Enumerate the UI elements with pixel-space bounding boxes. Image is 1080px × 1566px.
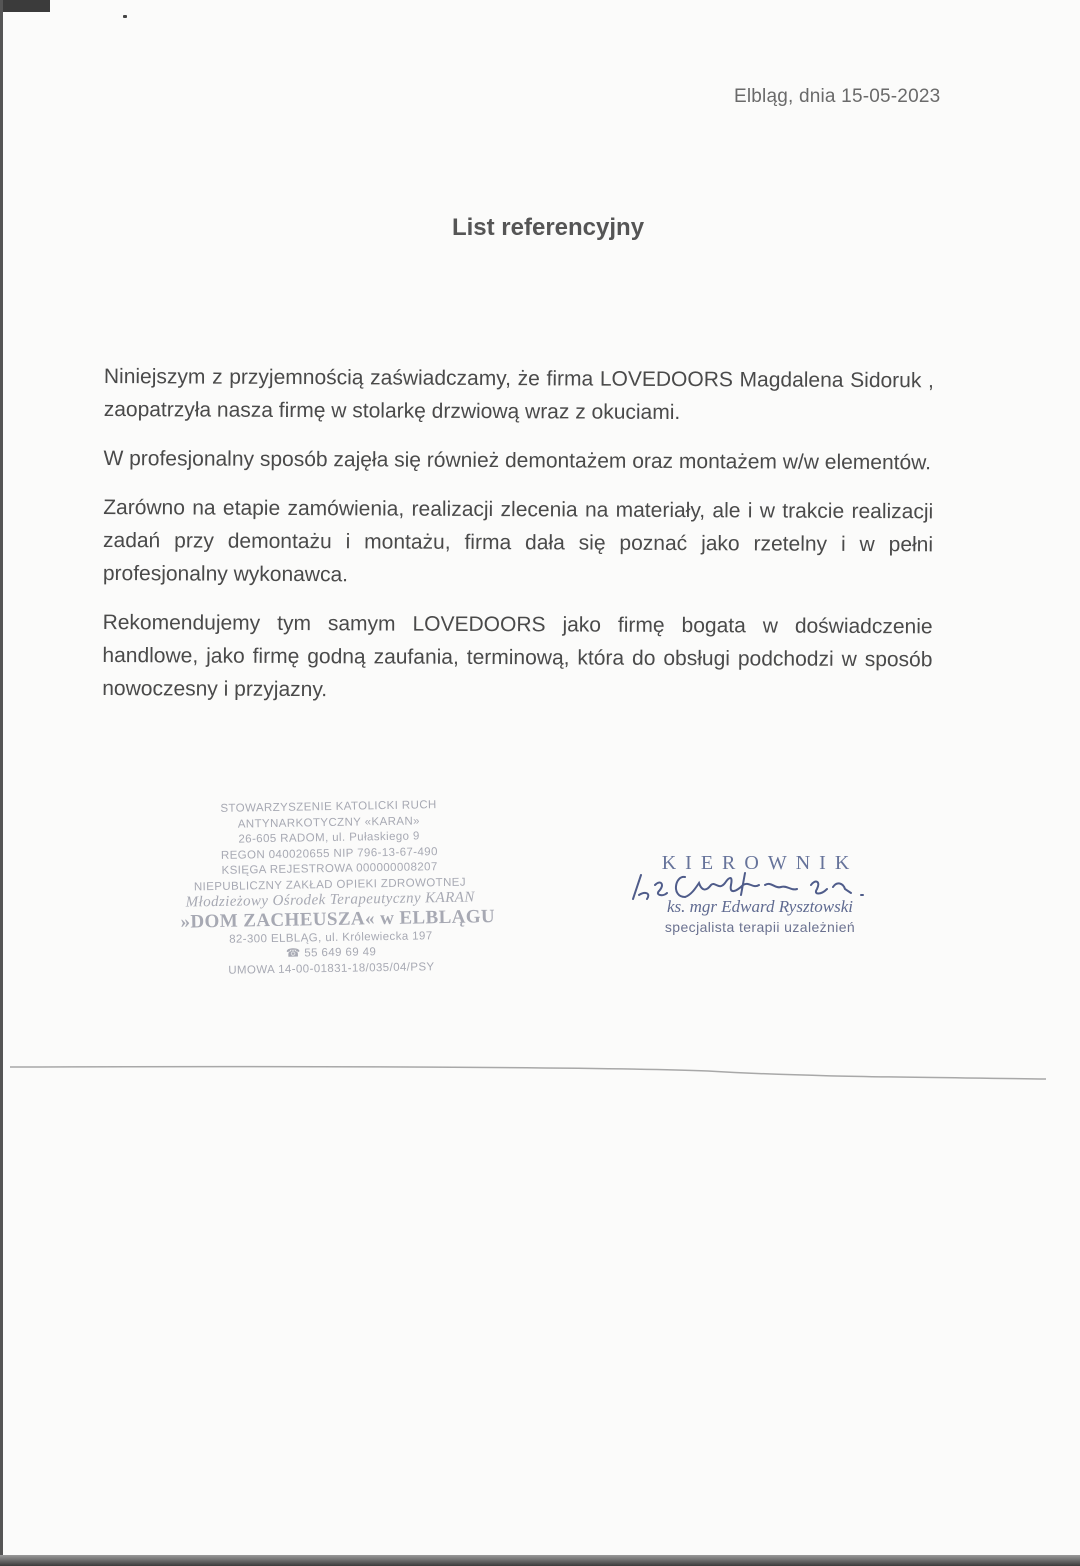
letter-body bbox=[102, 360, 934, 725]
stamp-line: STOWARZYSZENIE KATOLICKI RUCH bbox=[220, 799, 437, 815]
stamp-line: »DOM ZACHEUSZA« w ELBLĄGU bbox=[180, 905, 496, 933]
paragraph-2: W profesjonalny sposób zajęła się również demontażem oraz montażem w/w elementów. bbox=[103, 446, 932, 475]
stamp-line: REGON 040020655 NIP 796-13-67-490 bbox=[220, 845, 438, 862]
stamp-line: KSIĘGA REJESTROWA 000000008207 bbox=[221, 861, 438, 877]
paragraph-4: Rekomendujemy tym samym LOVEDOORS jako firmę bogata w doświadczenie handlowe, jako firmę godną zaufania, terminową, która do obsługi podchodzi w sposób nowoczesny i przyjazny. bbox=[102, 610, 933, 702]
scan-speck bbox=[123, 15, 127, 18]
paragraph-3: Zarówno na etapie zamówienia, realizacji zlecenia na materiały, ale i w trakcie realizacji zadań przy demontażu i montażu, firma dała się poznać jako rzetelny i w pełni profesjonalny wykonawca. bbox=[102, 495, 934, 587]
place-date: Elbląg, dnia 15-05-2023 bbox=[734, 86, 941, 107]
stamp-line: ANTYNARKOTYCZNY «KARAN» bbox=[237, 814, 421, 831]
paragraph-1: Niniejszym z przyjemnością zaświadczamy, że firma LOVEDOORS Magdalena Sidoruk , zaopatrzyła nasza firmę w stolarkę drzwiową wraz z okuciami. bbox=[103, 364, 934, 425]
scan-edge-bottom bbox=[0, 1555, 1080, 1566]
organization-stamp bbox=[178, 797, 496, 979]
horizontal-divider bbox=[8, 1065, 1048, 1081]
document-title: List referencyjny bbox=[451, 214, 645, 241]
stamp-line: ☎ 55 649 69 49 bbox=[285, 946, 377, 960]
stamp-line: NIEPUBLICZNY ZAKŁAD OPIEKI ZDROWOTNEJ bbox=[193, 876, 467, 893]
signature-role: KIEROWNIK bbox=[661, 852, 859, 874]
scan-edge-top bbox=[0, 0, 50, 12]
stamp-line: 26-605 RADOM, ul. Pułaskiego 9 bbox=[238, 830, 420, 846]
stamp-line: 82-300 ELBLĄG, ul. Królewiecka 197 bbox=[229, 929, 433, 946]
signatory-name: ks. mgr Edward Rysztowski bbox=[666, 897, 854, 916]
signatory-title: specjalista terapii uzależnień bbox=[664, 919, 856, 935]
signature-block bbox=[620, 852, 900, 935]
stamp-line: UMOWA 14-00-01831-18/035/04/PSY bbox=[228, 960, 435, 977]
stamp-line: Młodzieżowy Ośrodek Terapeutyczny KARAN bbox=[185, 889, 475, 911]
